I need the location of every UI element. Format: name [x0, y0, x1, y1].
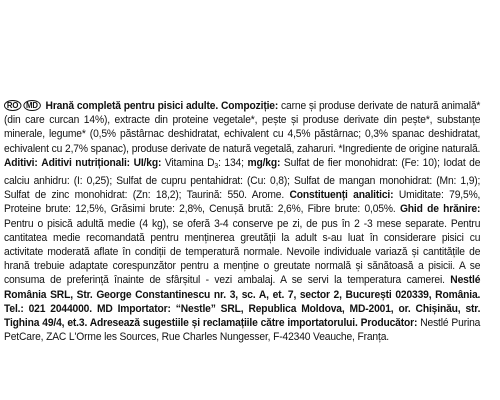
- iu-kg-label: UI/kg:: [133, 156, 162, 169]
- analytical-text: Umiditate: 79,5%, Proteine brute: 12,5%, Grăsimi brute: 2,8%, Cenușă brută: 2,6%, Fibre brute: 0,05%.: [4, 189, 481, 216]
- composition-text: carne și produse derivate de natură animală* (din care curcan 14%), extracte din proteine vegetale*, pește și produse derivate din pește*, substanțe minerale, legume* (0,5% păstârnac deshidratat, echivalent cu 4,5% păstârnac; 0,3% spanac deshidratat, echivalent cu 2,7% spanac), produse derivate de natură vegetală, zaharuri. *Ingrediente de origine naturală.: [4, 100, 481, 155]
- product-title: Hrană completă pentru pisici adulte.: [45, 100, 219, 112]
- md-importer-text: “Nestle” SRL, Republica Moldova, MD-2001, or. Chișinău, str. Tighina 49/4, et.3. Adresează sugestiile și reclamațiile către importatorului.: [4, 302, 481, 330]
- producer-label: Producător:: [360, 317, 418, 330]
- ro-importer-text: Nestlé România SRL, Str. George Constantinescu nr. 3, sc. A, et. 7, sector 2, București 020339, România. Tel.: 021 2044000.: [4, 274, 481, 315]
- mg-kg-label: mg/kg:: [247, 156, 281, 169]
- md-country-badge: MD: [23, 100, 41, 111]
- feeding-guide-label: Ghid de hrănire:: [399, 203, 481, 216]
- vitamin-subscript: 3: [214, 162, 219, 170]
- analytical-label: Constituenți analitici:: [289, 189, 394, 202]
- additives-text: Sulfat de fier monohidrat: (Fe: 10); Iodat de calciu anhidru: (I: 0,25); Sulfat de cupru pentahidrat: (Cu: 0,8); Sulfat de mangan monohidrat: (Mn: 1,9); Sulfat de zinc monohidrat: (Zn: 18,2); Taurină: 550. Arome.: [4, 156, 481, 202]
- md-importer-label: MD Importator:: [96, 302, 171, 315]
- composition-label: Compoziție:: [220, 100, 279, 112]
- ro-country-badge: RO: [4, 100, 21, 111]
- producer-text: Nestlé Purina PetCare, ZAC L'Orme les Sources, Rue Charles Nungesser, F-42340 Veauche, Franța.: [4, 317, 481, 344]
- product-label-text: [4, 99, 480, 344]
- vitamin-name: Vitamina D: [164, 156, 215, 169]
- additives-label: Aditivi:: [4, 156, 38, 169]
- vitamin-value: : 134;: [218, 156, 244, 169]
- nutritional-additives-label: Aditivi nutriționali:: [41, 156, 130, 169]
- feeding-guide-text: Pentru o pisică adultă medie (4 kg), se oferă 3-4 conserve pe zi, de pus în 2 -3 mese separate. Pentru cantitatea medie recomandată pentru menținerea greutății la adult s-au luat în considerare pisici cu activitate moderată aflate în condiții de temperatură normale. Nevoile individuale variază și cantitățile de hrană trebuie adaptate corespunzător pentru a menține o greutate normală și sănătoasă a pisicii. A se consuma de preferință înainte de sfârșitul - vezi ambalaj. A se servi la temperatura camerei.: [4, 217, 481, 287]
